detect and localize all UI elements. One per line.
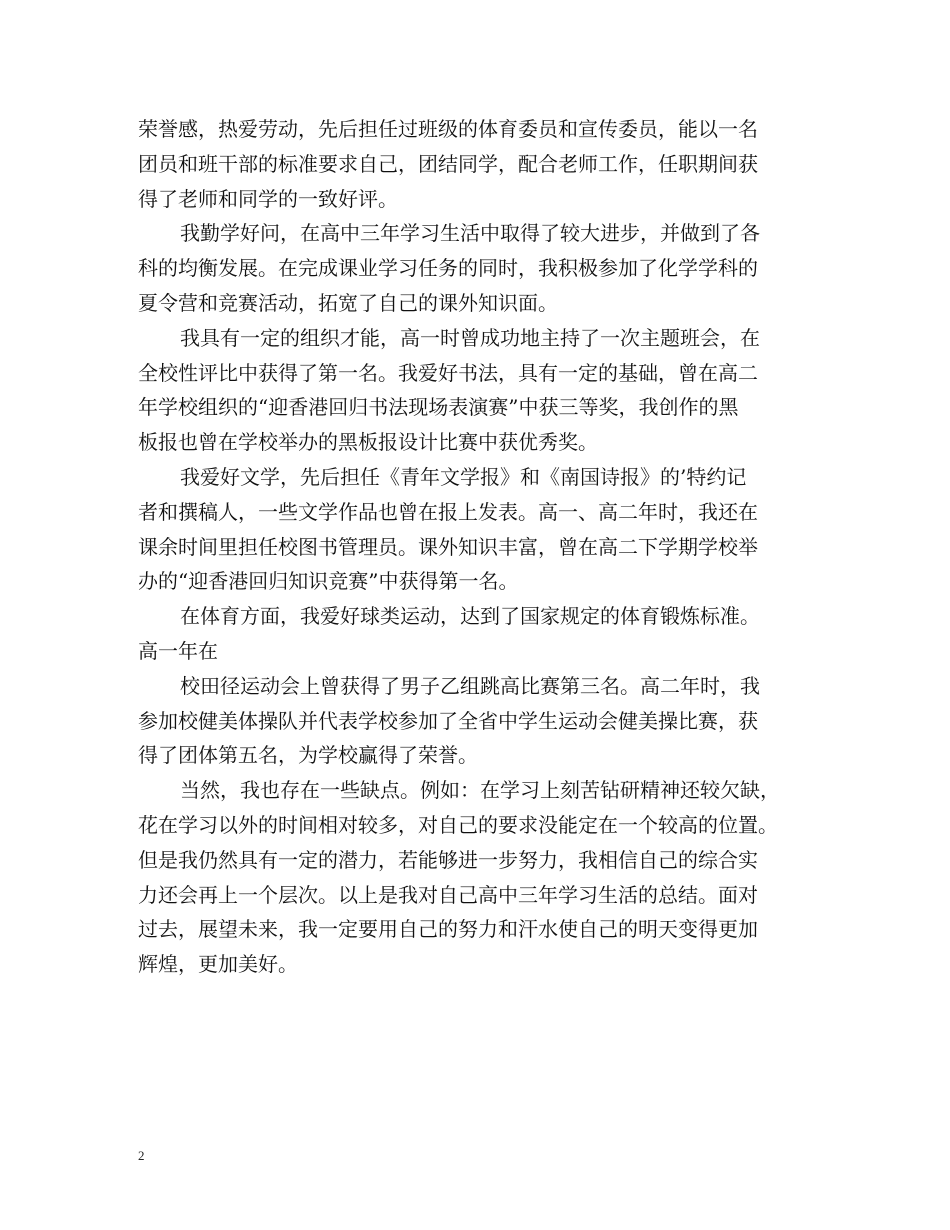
text-line: 全校性评比中获得了第一名。我爱好书法，具有一定的基础，曾在高二 [138,360,758,385]
text-line: 者和撰稿人，一些文学作品也曾在报上发表。高一、高二年时，我还在 [138,499,758,524]
text-line: 过去，展望未来，我一定要用自己的努力和汗水使自己的明天变得更加 [138,917,758,942]
text-line: 高一年在 [138,638,218,663]
text-line: 我具有一定的组织才能，高一时曾成功地主持了一次主题班会，在 [180,325,760,350]
text-line: 夏令营和竞赛活动，拓宽了自己的课外知识面。 [138,290,558,315]
text-line: 得了老师和同学的一致好评。 [138,186,398,211]
text-line: 辉煌，更加美好。 [138,952,298,977]
text-line: 板报也曾在学校举办的黑板报设计比赛中获优秀奖。 [138,430,598,455]
text-line: 荣誉感，热爱劳动，先后担任过班级的体育委员和宣传委员，能以一名 [138,117,758,141]
text-line: 我勤学好问，在高中三年学习生活中取得了较大进步，并做到了各 [180,221,760,246]
text-line: 年学校组织的“迎香港回归书法现场表演赛”中获三等奖，我创作的黑 [138,395,739,420]
text-line: 力还会再上一个层次。以上是我对自己高中三年学习生活的总结。面对 [138,882,758,907]
text-line: 得了团体第五名，为学校赢得了荣誉。 [138,743,478,768]
text-line: 科的均衡发展。在完成课业学习任务的同时，我积极参加了化学学科的 [138,256,758,281]
text-line: 团员和班干部的标准要求自己，团结同学，配合老师工作，任职期间获 [138,151,758,176]
page-number: 2 [138,1148,145,1163]
text-line: 课余时间里担任校图书管理员。课外知识丰富，曾在高二下学期学校举 [138,534,758,559]
text-line: 参加校健美体操队并代表学校参加了全省中学生运动会健美操比赛，获 [138,708,758,733]
document-body [138,112,818,982]
text-line: 在体育方面，我爱好球类运动，达到了国家规定的体育锻炼标准。 [180,604,760,629]
text-line: 当然，我也存在一些缺点。例如：在学习上刻苦钻研精神还较欠缺， [180,778,780,803]
text-line: 办的“迎香港回归知识竞赛”中获得第一名。 [138,569,519,594]
text-line: 我爱好文学，先后担任《青年文学报》和《南国诗报》的’特约记 [180,464,747,489]
text-line: 花在学习以外的时间相对较多，对自己的要求没能定在一个较高的位置。 [138,812,778,837]
text-line: 校田径运动会上曾获得了男子乙组跳高比赛第三名。高二年时，我 [180,673,760,698]
text-line: 但是我仍然具有一定的潜力，若能够进一步努力，我相信自己的综合实 [138,847,758,872]
